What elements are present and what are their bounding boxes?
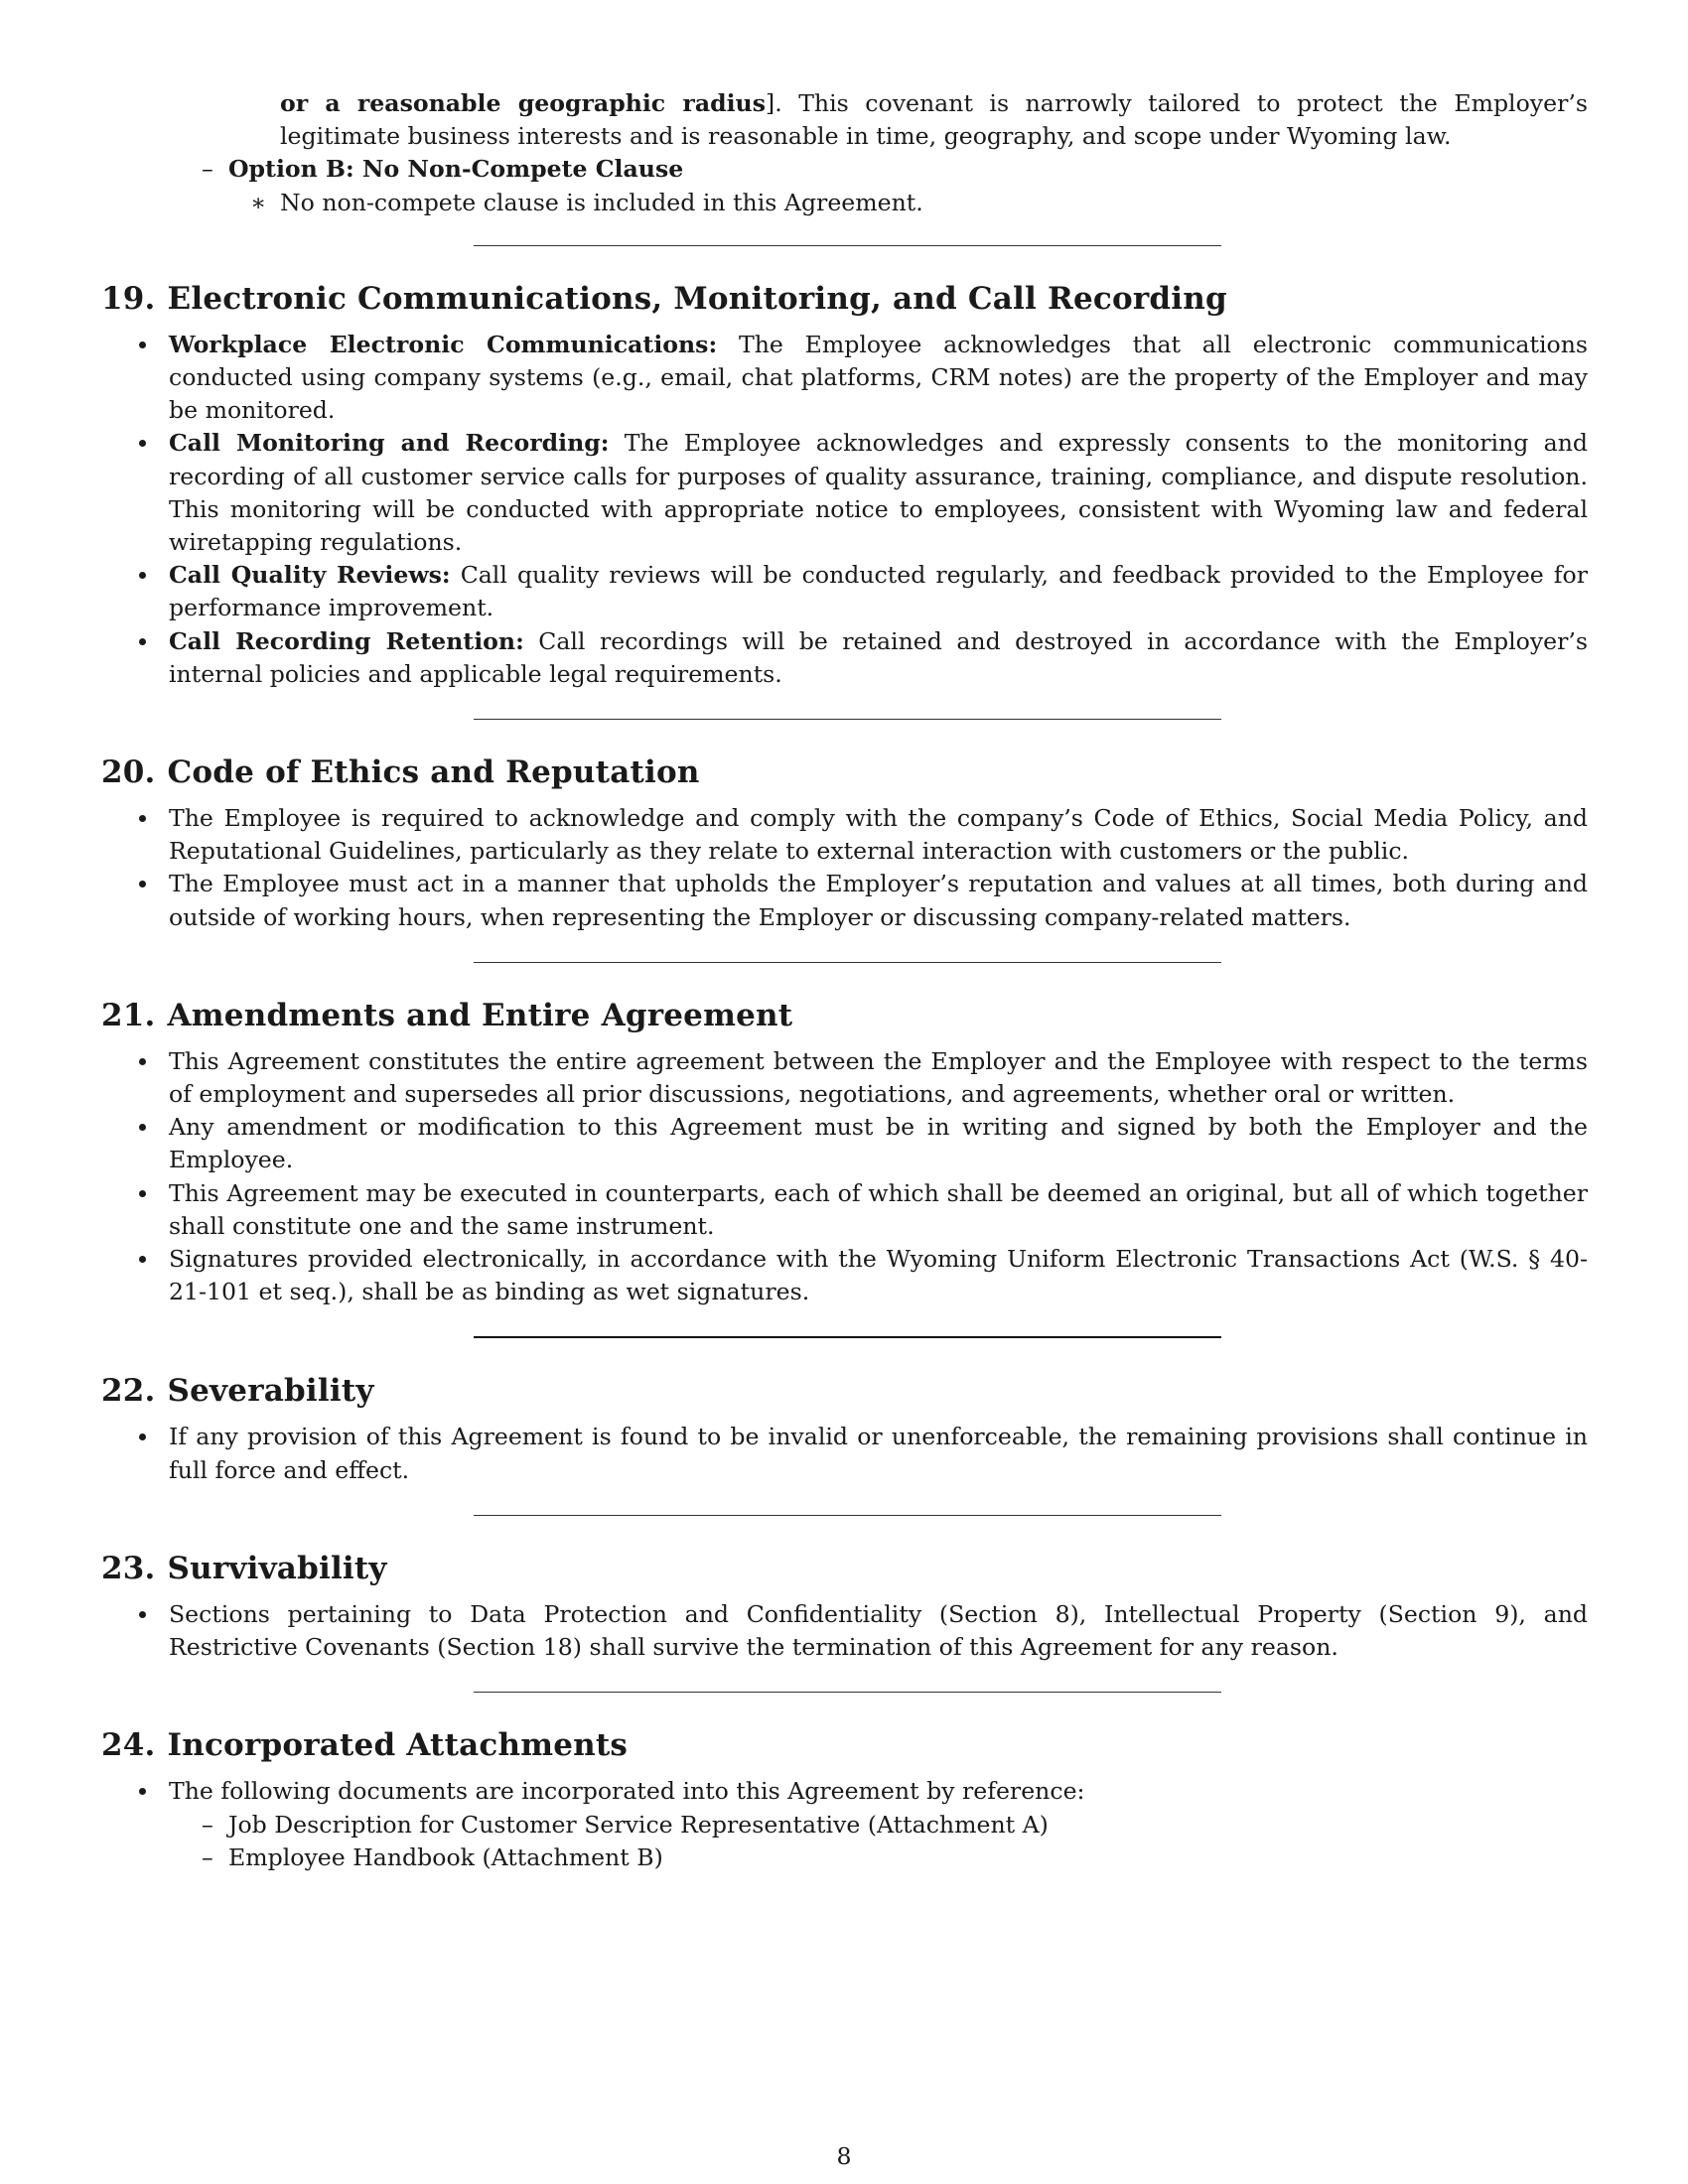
attachment-a-text: Job Description for Customer Service Representative (Attachment A)	[228, 1810, 1049, 1839]
bullet	[139, 1190, 146, 1197]
section-divider	[474, 1692, 1221, 1693]
bullet	[139, 341, 146, 348]
item-text: The Employee is required to acknowledge and comply with the company’s Code of Ethics, Social Media Policy, and Reputational Guidelines, particularly as they relate to external interaction with customers or the public.	[169, 804, 1588, 866]
bullet	[139, 638, 146, 645]
section-title: Incorporated Attachments	[167, 1727, 629, 1764]
bullet	[139, 881, 146, 887]
list-item	[101, 1045, 1588, 1111]
bullet	[139, 440, 146, 447]
list-item	[101, 427, 1588, 559]
item-label: Call Recording Retention:	[169, 626, 524, 655]
item-text: The Employee must act in a manner that upholds the Employer’s reputation and values at all times, both during and outside of working hours, when representing the Employer or discussing company-related matters.	[169, 870, 1588, 931]
emphasis-text: or a reasonable geographic radius	[280, 89, 766, 117]
list-item	[101, 1111, 1588, 1176]
option-b-text: No non-compete clause is included in this Agreement.	[280, 188, 923, 216]
item-text: The Employee acknowledges that all electronic communications conducted using company systems (e.g., email, chat platforms, CRM notes) are the property of the Employer and may be monitored.	[169, 330, 1589, 425]
item-text: The following documents are incorporated into this Agreement by reference:	[169, 1777, 1085, 1806]
section-heading-19	[101, 279, 1588, 319]
body-text: ]. This covenant is narrowly tailored to protect the Employer’s legitimate business interests and is reasonable in time, geography, and scope under Wyoming law.	[280, 89, 1588, 151]
item-text: If any provision of this Agreement is found to be invalid or unenforceable, the remaining provisions shall continue in full force and effect.	[169, 1423, 1588, 1484]
bullet	[139, 1433, 146, 1440]
list-item	[101, 1177, 1588, 1243]
section-divider	[474, 719, 1221, 720]
section-23-list	[101, 1598, 1588, 1664]
section-24-list	[101, 1775, 1588, 1874]
section-18-continuation	[280, 87, 1588, 153]
item-text: Signatures provided electronically, in accordance with the Wyoming Uniform Electronic Transactions Act (W.S. § 40-21-101 et seq.), shall be as binding as wet signatures.	[169, 1245, 1588, 1306]
list-item	[101, 868, 1588, 933]
section-number: 19.	[101, 280, 156, 317]
item-text: This Agreement may be executed in counterparts, each of which shall be deemed an original, but all of which together shall constitute one and the same instrument.	[169, 1178, 1588, 1240]
section-divider	[474, 962, 1221, 963]
section-title: Amendments and Entire Agreement	[167, 997, 793, 1033]
list-item	[101, 625, 1588, 691]
list-item	[101, 559, 1588, 624]
section-number: 21.	[101, 997, 156, 1033]
section-divider	[474, 245, 1221, 246]
sub-list-item	[101, 1809, 1588, 1842]
item-text: Call recordings will be retained and destroyed in accordance with the Employer’s internal policies and applicable legal requirements.	[169, 626, 1589, 688]
item-label: Call Monitoring and Recording:	[169, 429, 610, 458]
section-title: Survivability	[167, 1550, 387, 1586]
page-number: 8	[836, 2142, 852, 2170]
option-b-title: Option B: No Non-Compete Clause	[228, 155, 684, 184]
item-label: Workplace Electronic Communications:	[169, 330, 718, 358]
section-heading-22	[101, 1371, 1588, 1411]
bullet	[139, 815, 146, 822]
list-item	[101, 1243, 1588, 1308]
section-divider	[474, 1336, 1221, 1338]
section-22-list	[101, 1421, 1588, 1486]
item-text: Sections pertaining to Data Protection and Confidentiality (Section 8), Intellectual Property (Section 9), and Restrictive Covenants (Section 18) shall survive the termination of this Agreement for any reason.	[169, 1599, 1588, 1662]
section-19-list	[101, 329, 1588, 691]
section-title: Severability	[167, 1373, 374, 1410]
list-item	[101, 1598, 1588, 1664]
section-heading-24	[101, 1725, 1588, 1765]
sub-list-item	[101, 1842, 1588, 1874]
section-heading-23	[101, 1549, 1588, 1588]
document-page	[101, 87, 1588, 1874]
section-20-list	[101, 802, 1588, 934]
section-number: 20.	[101, 754, 156, 791]
list-item	[101, 1775, 1588, 1808]
section-heading-20	[101, 752, 1588, 792]
bullet	[139, 1124, 146, 1131]
asterisk-marker: ∗	[250, 188, 267, 216]
item-text: The Employee acknowledges and expressly consents to the monitoring and recording of all customer service calls for purposes of quality assurance, training, compliance, and dispute resolution. This monitoring will be conducted with appropriate notice to employees, consistent with Wyoming law and federal wiretapping regulations.	[169, 429, 1588, 557]
bullet	[139, 572, 146, 579]
section-21-list	[101, 1045, 1588, 1309]
item-text: Any amendment or modification to this Agreement must be in writing and signed by both the Employer and the Employee.	[169, 1113, 1588, 1174]
section-divider	[474, 1515, 1221, 1516]
dash-marker: –	[202, 155, 213, 184]
item-text: Call quality reviews will be conducted regularly, and feedback provided to the Employee for performance improvement.	[169, 561, 1589, 622]
section-title: Electronic Communications, Monitoring, and Call Recording	[167, 280, 1227, 317]
item-label: Call Quality Reviews:	[169, 561, 451, 590]
section-number: 24.	[101, 1727, 156, 1764]
dash-marker: –	[202, 1810, 213, 1839]
section-title: Code of Ethics and Reputation	[167, 754, 700, 791]
option-b-detail	[101, 187, 1588, 219]
option-b-item	[101, 153, 1588, 186]
dash-marker: –	[202, 1843, 213, 1871]
section-number: 22.	[101, 1373, 156, 1410]
bullet	[139, 1611, 146, 1618]
bullet	[139, 1256, 146, 1263]
list-item	[101, 329, 1588, 428]
bullet	[139, 1058, 146, 1065]
list-item	[101, 802, 1588, 868]
section-number: 23.	[101, 1550, 156, 1586]
section-heading-21	[101, 996, 1588, 1035]
item-text: This Agreement constitutes the entire agreement between the Employer and the Employee with respect to the terms of employment and supersedes all prior discussions, negotiations, and agreements, whether oral or written.	[169, 1046, 1588, 1109]
attachment-b-text: Employee Handbook (Attachment B)	[228, 1843, 663, 1871]
list-item	[101, 1421, 1588, 1486]
bullet	[139, 1788, 146, 1795]
